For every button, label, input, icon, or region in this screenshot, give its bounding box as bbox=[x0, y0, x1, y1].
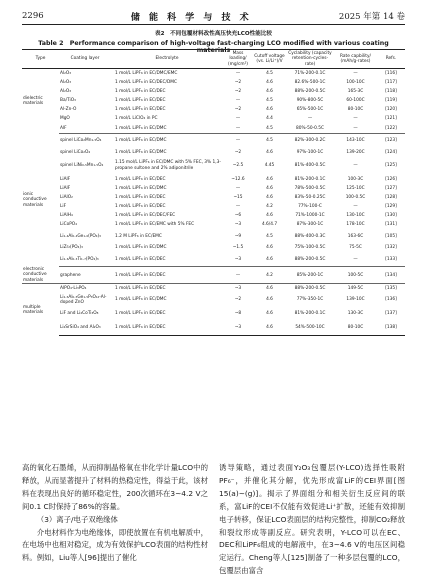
rate-cell: 100-0.5C bbox=[345, 194, 366, 200]
cyclability-cell: 85%-200-1C bbox=[286, 267, 334, 284]
ref-cell: [119] bbox=[385, 98, 397, 104]
cyclability-cell: 82%-300-0.2C bbox=[294, 138, 326, 144]
ref-cell: [120] bbox=[385, 107, 397, 113]
mass-loading-cell: ~2 bbox=[234, 89, 242, 95]
rate-cell: 139-20C bbox=[346, 149, 365, 155]
electrolyte-cell: 1 mol/L LiPF₆ in EC/DMC bbox=[115, 245, 167, 251]
rate-cell: 139-10C bbox=[346, 297, 365, 303]
mass-loading-cell: ~6 bbox=[234, 213, 242, 219]
rate-cell: 130-3C bbox=[347, 311, 364, 317]
ref-cell: [125] bbox=[385, 163, 397, 169]
body-text bbox=[22, 462, 405, 578]
electrolyte-cell: 1 mol/L LiClO₄ in PC bbox=[115, 116, 158, 122]
mass-loading-cell: ~8 bbox=[234, 311, 242, 317]
table-row bbox=[22, 69, 405, 79]
cutoff-cell: 4.2 bbox=[266, 203, 273, 209]
mass-loading-cell: ~2 bbox=[234, 297, 242, 303]
ref-cell: [128] bbox=[385, 194, 397, 200]
table-row bbox=[22, 148, 405, 157]
coating-cell: Al₂O₃ bbox=[60, 70, 71, 76]
cutoff-cell: 4.6 bbox=[266, 245, 273, 251]
cutoff-cell: 4.6 bbox=[266, 297, 273, 303]
ref-cell: [134] bbox=[377, 267, 405, 284]
mass-loading-cell: — bbox=[223, 124, 253, 134]
table-caption-en: Table 2 Performance comparison of high-voltage fast-charging LCO modified with various coating materials bbox=[38, 40, 389, 54]
col-header-electrolyte: Electrolyte bbox=[111, 50, 223, 69]
mass-loading-cell: ~3 bbox=[234, 222, 242, 228]
table-row bbox=[22, 78, 405, 87]
right-column bbox=[219, 462, 405, 578]
mass-loading-cell: ~2 bbox=[234, 149, 242, 155]
mass-loading-cell: ~3 bbox=[223, 321, 253, 336]
rate-cell: 80-10C bbox=[347, 107, 364, 113]
cutoff-cell: 4.6 bbox=[266, 311, 273, 317]
table-row bbox=[22, 252, 405, 267]
group-type-cell: electronic conductive materials bbox=[22, 267, 59, 284]
coating-cell: spinel LiCo₂O₄ bbox=[60, 149, 91, 155]
cyclability-cell: 88%-200-0.5C bbox=[286, 252, 334, 267]
ref-cell: [117] bbox=[385, 80, 397, 86]
mass-loading-cell: ~2 bbox=[234, 107, 242, 113]
cyclability-cell: 90%-800-5C bbox=[296, 98, 324, 104]
electrolyte-cell: 1 mol/L LiPF₆ in EC/DEC bbox=[111, 267, 223, 284]
group-type-cell: multiple materials bbox=[23, 304, 44, 315]
group-type-cell: dielectric materials bbox=[23, 95, 44, 107]
coating-cell: LiZr₂(PO₄)₃ bbox=[60, 245, 83, 251]
col-header-cyclability: Cyclability (capacity retention-cycles-rate) bbox=[286, 50, 334, 69]
coating-cell: Ba/TiO₃ bbox=[60, 98, 76, 104]
table-row bbox=[22, 243, 405, 252]
rate-cell: — bbox=[353, 70, 358, 76]
cyclability-cell: — bbox=[307, 116, 313, 122]
coating-cell: Al₂O₃ bbox=[60, 89, 71, 95]
issue-label: 2025 年第 14 卷 bbox=[338, 12, 405, 22]
cutoff-cell: 4.6 bbox=[266, 185, 273, 191]
electrolyte-cell: 1 mol/L LiPF₆ in EC/DEC bbox=[115, 176, 166, 182]
table-row bbox=[22, 202, 405, 211]
coating-cell: LiF bbox=[60, 203, 67, 209]
mass-loading-cell: ~3 bbox=[223, 252, 253, 267]
coating-cell: LiAlO₂ bbox=[60, 194, 73, 200]
table-row bbox=[22, 87, 405, 96]
cutoff-cell: 4.2 bbox=[253, 267, 286, 284]
table-row bbox=[22, 293, 405, 307]
journal-title: 储 能 科 学 与 技 术 bbox=[130, 12, 252, 23]
ref-cell: [118] bbox=[385, 89, 397, 95]
rate-cell: 178-10C bbox=[346, 222, 365, 228]
mass-loading-cell: ~1.5 bbox=[232, 245, 244, 251]
mass-loading-cell: — bbox=[235, 185, 241, 191]
cyclability-cell: 97%-100-1C bbox=[296, 149, 324, 155]
col-header-cutoff: Cutoff voltage (vs. Li/Li⁺)/V bbox=[253, 50, 286, 69]
cutoff-cell: 4.6 bbox=[266, 194, 273, 200]
ref-cell: [116] bbox=[385, 70, 397, 76]
cutoff-cell: 4.6 bbox=[266, 213, 273, 219]
coating-cell: LiAlF bbox=[60, 185, 71, 191]
coating-cell: LiAlH₄ bbox=[60, 213, 73, 219]
ref-cell: [127] bbox=[385, 185, 397, 191]
table-caption-cn: 表2 不同包覆材料改性高压快充LCO性能比较 bbox=[154, 31, 272, 37]
ref-cell: [121] bbox=[385, 116, 397, 122]
col-header-rate: Rate capbility/ (mAh/g-rates) bbox=[334, 50, 377, 69]
cutoff-cell: 4.6 bbox=[266, 176, 273, 182]
ref-cell: [105] bbox=[385, 233, 397, 239]
cutoff-cell: 4.4 bbox=[266, 116, 273, 122]
rate-cell: 80-10C bbox=[334, 321, 377, 336]
mass-loading-cell: ~2 bbox=[234, 80, 242, 86]
coating-cell: MgO bbox=[60, 116, 70, 122]
table-row bbox=[22, 105, 405, 114]
ref-cell: [126] bbox=[385, 176, 397, 182]
electrolyte-cell: 1 mol/L LiPF₆ in EC/DMC bbox=[115, 297, 167, 303]
right-paragraph-1: 诱导策略，通过表面Y₂O₃包覆层(Y-LCO)选择性吸附PF₆⁻，并催化其分解，优先形成富LiF的CEI界面[图15(a)~(g)]。揭示了界面组分和相关衍生反应间的联系，富LiF的CEI不仅能有效促进Li⁺扩散，还能有效抑制电子转移，保证LCO表面层的结构完整性，抑制CO₂释放和裂纹形成等副反应。研究表明，Y-LCO可以在EC、DEC和LiPF₆组成的电解液中，在3~4.6 V的电压区间稳定运行。Cheng等人[125]制备了一种多层包覆的LCO，包覆层由富含 bbox=[219, 463, 405, 576]
table-row bbox=[22, 284, 405, 294]
electrolyte-cell: 1 mol/L LiPF₆ in EC/DMC/EMC bbox=[115, 70, 178, 76]
mass-loading-cell: — bbox=[235, 98, 241, 104]
electrolyte-cell: 1 mol/L LiPF₆ in EC/DMC bbox=[115, 138, 167, 144]
cutoff-cell: 4.5 bbox=[266, 138, 273, 144]
table-body bbox=[22, 69, 405, 336]
table-row bbox=[22, 193, 405, 202]
coating-cell: Li₁.₄Al₀.₄Ge₁.₆(PO₄)₃ bbox=[60, 233, 101, 239]
cyclability-cell: 81%-200-0.1C bbox=[294, 176, 326, 182]
mass-loading-cell: ~2.5 bbox=[232, 163, 244, 169]
table-row bbox=[22, 157, 405, 175]
rate-cell: — bbox=[334, 124, 377, 134]
electrolyte-cell: 1 mol/L LiPF₆ in EC/DMC bbox=[111, 124, 223, 134]
ref-cell: [138] bbox=[377, 321, 405, 336]
cyclability-cell: 54%-500-10C bbox=[286, 321, 334, 336]
col-header-refs: Refs. bbox=[377, 50, 405, 69]
ref-cell: [124] bbox=[385, 149, 397, 155]
table-row bbox=[22, 229, 405, 243]
coating-cell: LiF and Li₂CoTi₃O₈ bbox=[60, 311, 99, 317]
electrolyte-cell: 1 mol/L LiPF₆ in EC/DEC/FEC bbox=[115, 213, 176, 219]
page-header bbox=[22, 9, 405, 23]
table-row bbox=[22, 96, 405, 105]
cutoff-cell: 4.6 bbox=[266, 149, 273, 155]
page-number: 2296 bbox=[22, 11, 44, 21]
electrolyte-cell: 1 mol/L LiPF₆ in EC/DEC bbox=[111, 252, 223, 267]
mass-loading-cell: — bbox=[235, 138, 241, 144]
section-heading: （3）离子/电子双绝缘体 bbox=[36, 514, 118, 524]
left-paragraph-2: 介电材料作为电绝缘体，即使放置在有机电解质中，在电场中也相对稳定，成为有效保护LCO表面的结构性材料。例如，Liu等人[96]提出了催化 bbox=[22, 527, 208, 563]
mass-loading-cell: ~3 bbox=[234, 285, 242, 291]
mass-loading-cell: — bbox=[235, 203, 241, 209]
coating-cell: spinel LiNi₀.₅Mn₁.₅O₄ bbox=[60, 163, 104, 169]
rate-cell: 100-10C bbox=[346, 80, 365, 86]
cyclability-cell: 65%-500-1C bbox=[296, 107, 324, 113]
col-header-mass-loading: Mass loading/ (mg/cm²) bbox=[223, 50, 253, 69]
rate-cell: 165-3C bbox=[347, 89, 364, 95]
table-row bbox=[22, 115, 405, 124]
table-row bbox=[22, 211, 405, 220]
rate-cell: 60-100C bbox=[346, 98, 365, 104]
electrolyte-cell: 1.15 mol/L LiPF₆ in EC/DMC with 5% FEC, 3% 1,3-propane sultone and 2% adiponitrile bbox=[115, 160, 221, 171]
coating-cell: LiAlF bbox=[60, 176, 71, 182]
cyclability-cell: 80%-50-0.5C bbox=[286, 124, 334, 134]
table-row bbox=[22, 267, 405, 284]
rate-cell: 125-10C bbox=[346, 185, 365, 191]
table-row bbox=[22, 133, 405, 148]
coating-cell: LiCoPO₄ bbox=[60, 222, 77, 228]
rate-cell: 100-3C bbox=[347, 176, 364, 182]
cutoff-cell: 4.6 bbox=[266, 89, 273, 95]
rate-cell: 163-6C bbox=[347, 233, 364, 239]
col-header-coating: Coating layer bbox=[59, 50, 111, 69]
electrolyte-cell: 1 mol/L LiPF₆ in EC/DEC bbox=[115, 194, 166, 200]
cyclability-cell: 82.6%-500-1C bbox=[294, 80, 326, 86]
cyclability-cell: 88%-200-0.5C bbox=[294, 89, 326, 95]
electrolyte-cell: 1.2 M LiPF₆ in EC/EMC bbox=[115, 233, 162, 239]
cutoff-cell: 4.5 bbox=[253, 124, 286, 134]
coating-cell: spinel LiCo₂Mn₁.₅O₄ bbox=[60, 138, 102, 144]
table-row bbox=[22, 220, 405, 229]
mass-loading-cell: ~15 bbox=[233, 194, 243, 200]
cutoff-cell: 4.6 bbox=[253, 321, 286, 336]
electrolyte-cell: 1 mol/L LiPF₆ in EC/DEC bbox=[115, 311, 166, 317]
table-row bbox=[22, 321, 405, 336]
ref-cell: [132] bbox=[385, 245, 397, 251]
left-paragraph-1: 高的氧化石墨烯，从而抑制晶格氧在非化学计量LCO中的释放，从而显著提升了材料的热稳定性，得益于此，该材料在表现出良好的循环稳定性，200次循环在3~4.2 V之间0.1 C时保持了86%的容量。 bbox=[22, 463, 208, 511]
cutoff-cell: 4.6 bbox=[253, 252, 286, 267]
cyclability-cell: 77%-350-1C bbox=[296, 297, 324, 303]
coating-cell: AlPO₄-Li₃PO₄ bbox=[60, 285, 87, 291]
coating-cell: Li₁.₃Al₀.₃Ti₁.₇(PO₄)₃ bbox=[59, 252, 111, 267]
electrolyte-cell: 1 mol/L LiPF₆ in EC/DEC bbox=[115, 89, 166, 95]
ref-cell: [130] bbox=[385, 213, 397, 219]
rate-cell: — bbox=[353, 203, 358, 209]
table-header-row bbox=[22, 50, 405, 69]
table-row bbox=[22, 175, 405, 184]
ref-cell: [122] bbox=[377, 124, 405, 134]
coating-cell: Al-Zn-O bbox=[60, 107, 77, 113]
electrolyte-cell: 1 mol/L LiPF₆ in EC/DMC bbox=[115, 185, 167, 191]
cyclability-cell: 78%-500-0.5C bbox=[294, 185, 326, 191]
table-row bbox=[22, 307, 405, 321]
rate-cell: 130-10C bbox=[346, 213, 365, 219]
electrolyte-cell: 1 mol/L LiPF₆ in EC/DEC bbox=[115, 203, 166, 209]
cutoff-cell: 4.6 bbox=[266, 107, 273, 113]
electrolyte-cell: 1 mol/L LiPF₆ in EC/DEC bbox=[115, 107, 166, 113]
mass-loading-cell: — bbox=[235, 116, 241, 122]
cyclability-cell: 88%-400-0.3C bbox=[294, 233, 326, 239]
ref-cell: [137] bbox=[385, 311, 397, 317]
cyclability-cell: 88%-200-0.5C bbox=[294, 285, 326, 291]
rate-cell: — bbox=[334, 252, 377, 267]
mass-loading-cell: — bbox=[235, 70, 241, 76]
col-header-type: Type bbox=[22, 50, 59, 69]
rate-cell: 75-5C bbox=[349, 245, 362, 251]
cutoff-cell: 4.6 bbox=[266, 80, 273, 86]
ref-cell: [131] bbox=[385, 222, 397, 228]
ref-cell: [133] bbox=[377, 252, 405, 267]
cutoff-cell: 4.5 bbox=[266, 233, 273, 239]
coating-cell: Al₂O₃ bbox=[60, 80, 71, 86]
electrolyte-cell: 1 mol/L LiPF₆ in EC/EMC with 5% FEC bbox=[115, 222, 195, 228]
electrolyte-cell: 1 mol/L LiPF₆ in EC/DEC bbox=[111, 321, 223, 336]
rate-cell: — bbox=[353, 116, 358, 122]
electrolyte-cell: 1 mol/L LiPF₆ in EC/DMC bbox=[115, 149, 167, 155]
group-type-cell: ionic conductive materials bbox=[23, 192, 47, 208]
cyclability-cell: 83%-50-0.25C bbox=[294, 194, 326, 200]
cyclability-cell: 87%-300-1C bbox=[296, 222, 324, 228]
ref-cell: [136] bbox=[385, 297, 397, 303]
cyclability-cell: 75%-100-0.5C bbox=[294, 245, 326, 251]
ref-cell: [135] bbox=[385, 285, 397, 291]
rate-cell: 149-5C bbox=[347, 285, 364, 291]
coating-cell: Li₁.₅Al₀.₅Ge₁.₅P₃O₁₂-Al-doped ZnO bbox=[60, 294, 107, 306]
cyclability-cell: 71%-200-0.1C bbox=[294, 70, 326, 76]
coating-cell: Li₂SrSiO₄ and Al₂O₃ bbox=[59, 321, 111, 336]
coating-cell: AlF bbox=[59, 124, 111, 134]
rate-cell: — bbox=[353, 163, 358, 169]
header-rule bbox=[22, 24, 405, 25]
ref-cell: [129] bbox=[385, 203, 397, 209]
cyclability-cell: 71%-1000-1C bbox=[295, 213, 325, 219]
cutoff-cell: 4.5 bbox=[266, 70, 273, 76]
cutoff-cell: 4.5 bbox=[266, 98, 273, 104]
mass-loading-cell: ~12.6 bbox=[231, 176, 245, 182]
electrolyte-cell: 1 mol/L LiPF₆ in EC/DEC bbox=[115, 98, 166, 104]
table-row bbox=[22, 184, 405, 193]
performance-table bbox=[22, 49, 405, 336]
electrolyte-cell: 1 mol/L LiPF₆ in EC/DEC bbox=[115, 285, 166, 291]
left-column bbox=[22, 462, 208, 578]
rate-cell: 143-10C bbox=[346, 138, 365, 144]
cutoff-cell: 4.6/4.7 bbox=[261, 222, 278, 228]
cyclability-cell: 81%-200-0.1C bbox=[294, 311, 326, 317]
cutoff-cell: 4.45 bbox=[264, 163, 275, 169]
electrolyte-cell: 1 mol/L LiPF₆ in EC/DEC/DMC bbox=[115, 80, 177, 86]
ref-cell: [123] bbox=[385, 138, 397, 144]
coating-cell: graphene bbox=[59, 267, 111, 284]
table-row bbox=[22, 124, 405, 134]
cyclability-cell: 77%-100-C bbox=[298, 203, 322, 209]
cyclability-cell: 81%-400-0.5C bbox=[294, 163, 326, 169]
cutoff-cell: 4.6 bbox=[266, 285, 273, 291]
rate-cell: 100-5C bbox=[334, 267, 377, 284]
mass-loading-cell: — bbox=[223, 267, 253, 284]
mass-loading-cell: ~9 bbox=[234, 233, 242, 239]
